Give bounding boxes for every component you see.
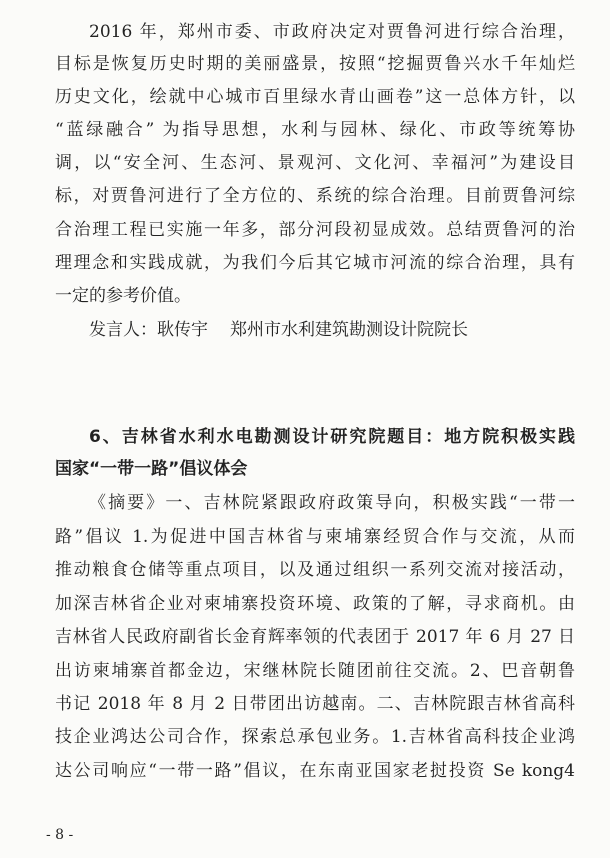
- speaker-line: [89, 318, 468, 342]
- paragraph-line: 标，对贾鲁河进行了全方位的、系统的综合治理。目前贾鲁河综: [55, 186, 575, 206]
- section-heading-line: 6、吉林省水利水电勘测设计研究院题目：地方院积极实践: [89, 427, 575, 447]
- paragraph-line: 调，以“安全河、生态河、景观河、文化河、幸福河”为建设目: [55, 153, 575, 173]
- page-number: - 8 -: [46, 827, 74, 843]
- paragraph-line: 出访柬埔寨首都金边，宋继林院长随团前往交流。2、巴音朝鲁: [55, 661, 575, 681]
- paragraph-line: 路”倡议 1.为促进中国吉林省与柬埔寨经贸合作与交流，从而: [55, 527, 575, 547]
- paragraph-line: 历史文化，绘就中心城市百里绿水青山画卷”这一总体方针，以: [55, 87, 575, 107]
- speaker-title: 郑州市水利建筑勘测设计院院长: [230, 320, 468, 340]
- section-heading-line: 国家“一带一路”倡议体会: [55, 459, 248, 479]
- paragraph-line: 达公司响应“一带一路”倡议，在东南亚国家老挝投资 Se kong4: [55, 761, 575, 781]
- paragraph-line: 理理念和实践成就，为我们今后其它城市河流的综合治理，具有: [55, 253, 575, 273]
- paragraph-line: 书记 2018 年 8 月 2 日带团出访越南。二、吉林院跟吉林省高科: [55, 694, 575, 714]
- paragraph-line: 2016 年，郑州市委、市政府决定对贾鲁河进行综合治理，: [89, 22, 575, 42]
- paragraph-line: 加深吉林省企业对柬埔寨投资环境、政策的了解，寻求商机。由: [55, 594, 575, 614]
- speaker-name: 发言人：耿传宇: [89, 320, 208, 340]
- paragraph-line: “蓝绿融合” 为指导思想，水利与园林、绿化、市政等统筹协: [55, 120, 575, 140]
- paragraph-line: 合治理工程已实施一年多，部分河段初显成效。总结贾鲁河的治: [55, 220, 575, 240]
- paragraph-line: 目标是恢复历史时期的美丽盛景，按照“挖掘贾鲁兴水千年灿烂: [55, 54, 575, 74]
- paragraph-line: 技企业鸿达公司合作，探索总承包业务。1.吉林省高科技企业鸿: [55, 727, 575, 747]
- paragraph-line: 吉林省人民政府副省长金育辉率领的代表团于 2017 年 6 月 27 日: [55, 627, 575, 647]
- paragraph-line: 一定的参考价值。: [55, 286, 191, 306]
- paragraph-line: 《摘要》一、吉林院紧跟政府政策导向，积极实践“一带一: [89, 493, 575, 513]
- paragraph-line: 推动粮食仓储等重点项目，以及通过组织一系列交流对接活动，: [55, 560, 575, 580]
